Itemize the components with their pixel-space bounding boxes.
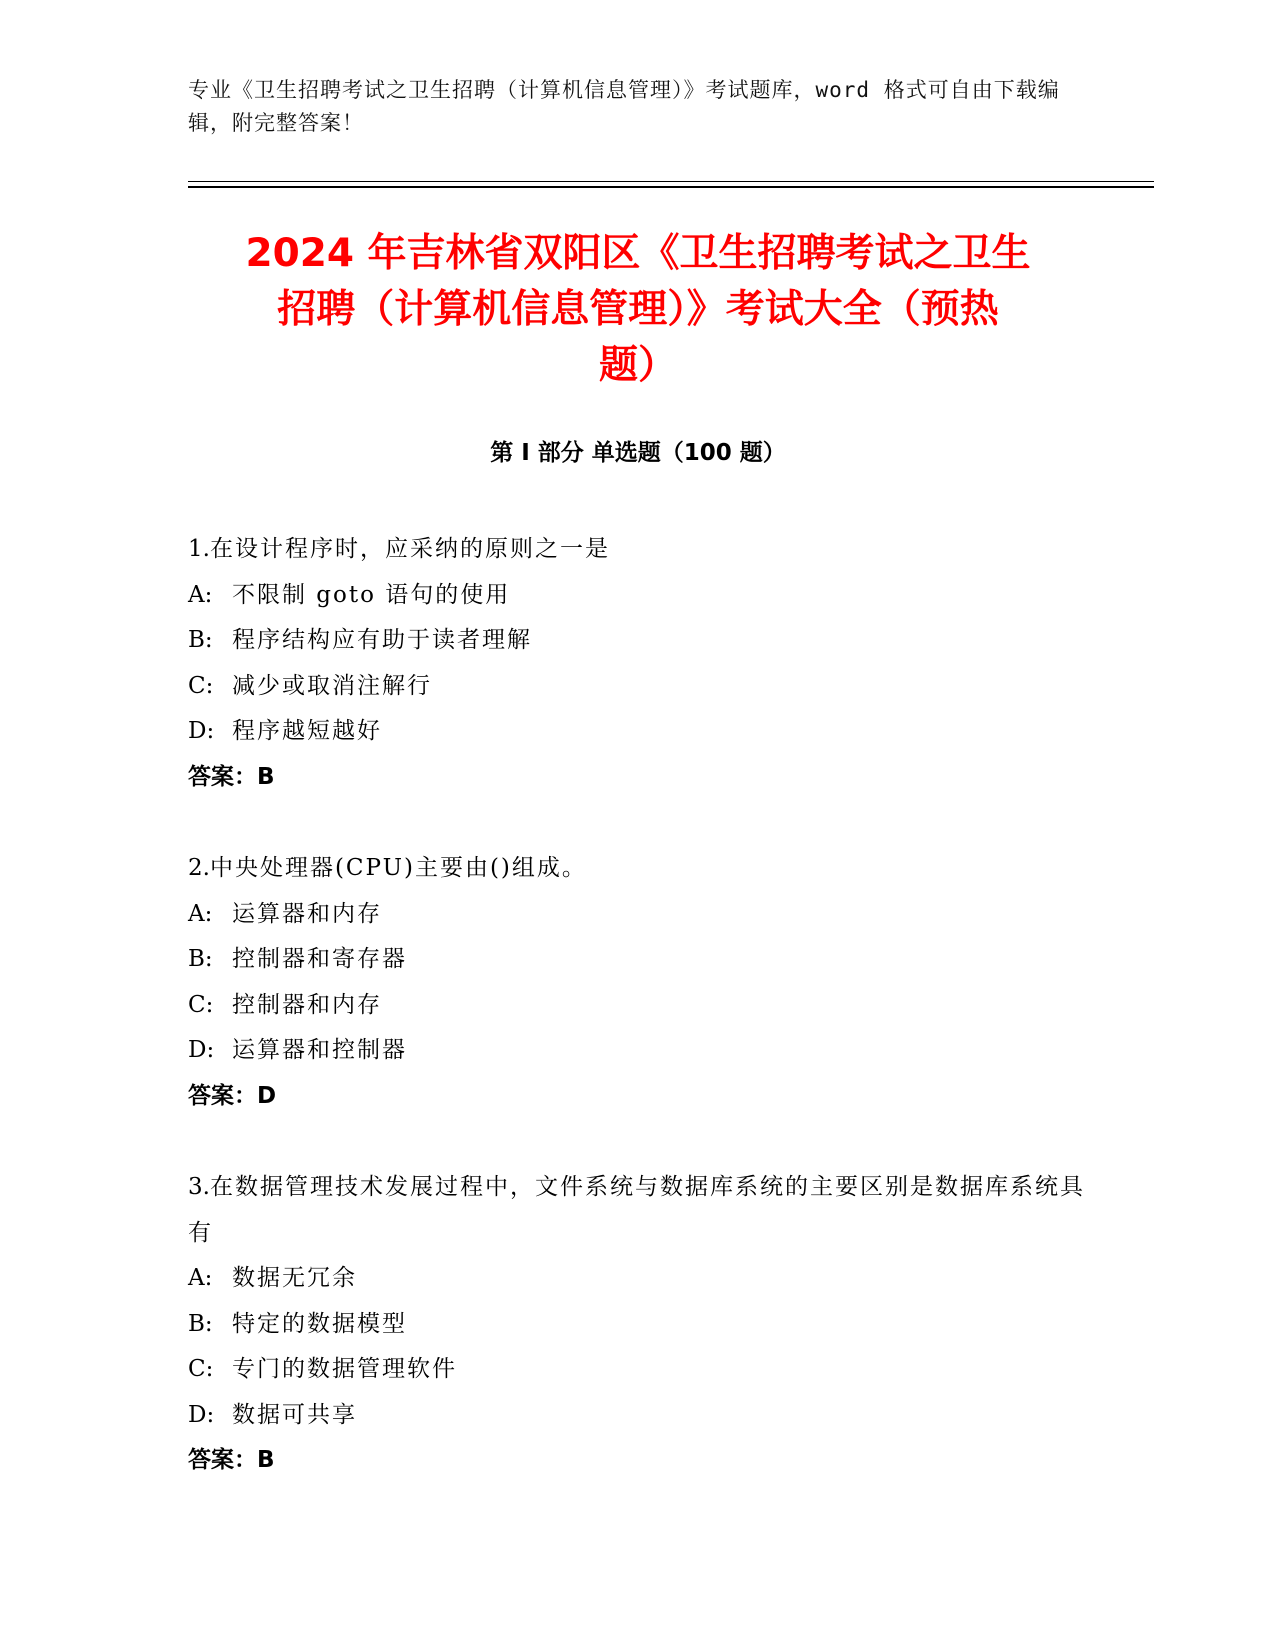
option-key: B:	[188, 1310, 213, 1337]
option-text: 特定的数据模型	[232, 1310, 407, 1337]
option-b	[188, 937, 1088, 983]
option-text: 控制器和寄存器	[232, 946, 407, 972]
question-item	[188, 1165, 1088, 1484]
answer-line: 答案：D	[188, 1082, 277, 1109]
option-key: B:	[188, 946, 213, 972]
section-heading: 第 I 部分 单选题（100 题）	[490, 440, 786, 466]
question-text: 在数据管理技术发展过程中，文件系统与数据库系统的主要区别是数据库系统具有	[188, 1174, 1085, 1246]
answer-line: 答案：B	[188, 1447, 275, 1473]
option-c	[188, 983, 1088, 1029]
document-title-line-3: 题）	[598, 343, 677, 388]
option-text: 程序越短越好	[232, 718, 382, 744]
option-text: 数据可共享	[232, 1401, 357, 1428]
question-list	[188, 527, 1088, 1484]
option-text: 控制器和内存	[232, 991, 382, 1018]
option-a	[188, 573, 1088, 619]
question-number: 3.	[188, 1174, 210, 1200]
option-b	[188, 1302, 1088, 1348]
option-a	[188, 1256, 1088, 1302]
option-key: C:	[188, 672, 214, 699]
option-text: 数据无冗余	[232, 1265, 357, 1291]
option-key: D:	[188, 1037, 215, 1063]
document-title	[188, 226, 1088, 394]
question-number: 1.	[188, 536, 210, 562]
question-item	[188, 846, 1088, 1119]
header-rule-thick	[188, 186, 1154, 188]
question-stem	[188, 1165, 1088, 1256]
question-stem	[188, 527, 1088, 573]
option-text: 减少或取消注解行	[232, 672, 432, 699]
document-title-line-2: 招聘（计算机信息管理）》考试大全（预热	[277, 287, 999, 332]
option-d	[188, 1393, 1088, 1439]
question-text: 中央处理器(CPU)主要由()组成。	[209, 855, 587, 881]
question-number: 2.	[188, 855, 210, 881]
header-note: 专业《卫生招聘考试之卫生招聘（计算机信息管理）》考试题库，word 格式可自由下载编辑，附完整答案！	[188, 78, 1060, 135]
document-title-line-1: 2024 年吉林省双阳区《卫生招聘考试之卫生	[245, 231, 1031, 276]
option-text: 运算器和控制器	[232, 1037, 407, 1063]
option-b	[188, 618, 1088, 664]
option-text: 不限制 goto 语句的使用	[232, 581, 511, 608]
header-rule-thin	[188, 181, 1154, 182]
question-item	[188, 527, 1088, 800]
option-key: D:	[188, 1401, 215, 1428]
answer-line: 答案：B	[188, 763, 275, 790]
option-c	[188, 664, 1088, 710]
question-text: 在设计程序时，应采纳的原则之一是	[209, 536, 610, 562]
option-key: C:	[188, 1356, 214, 1382]
option-key: B:	[188, 627, 213, 653]
option-text: 运算器和内存	[232, 900, 382, 927]
option-key: D:	[188, 718, 215, 744]
option-key: C:	[188, 991, 214, 1018]
option-text: 程序结构应有助于读者理解	[232, 627, 532, 653]
option-text: 专门的数据管理软件	[232, 1356, 457, 1382]
question-stem	[188, 846, 1088, 892]
option-d	[188, 709, 1088, 755]
option-a	[188, 892, 1088, 938]
option-d	[188, 1028, 1088, 1074]
option-key: A:	[188, 1265, 213, 1291]
option-c	[188, 1347, 1088, 1393]
option-key: A:	[188, 581, 213, 608]
option-key: A:	[188, 900, 213, 927]
